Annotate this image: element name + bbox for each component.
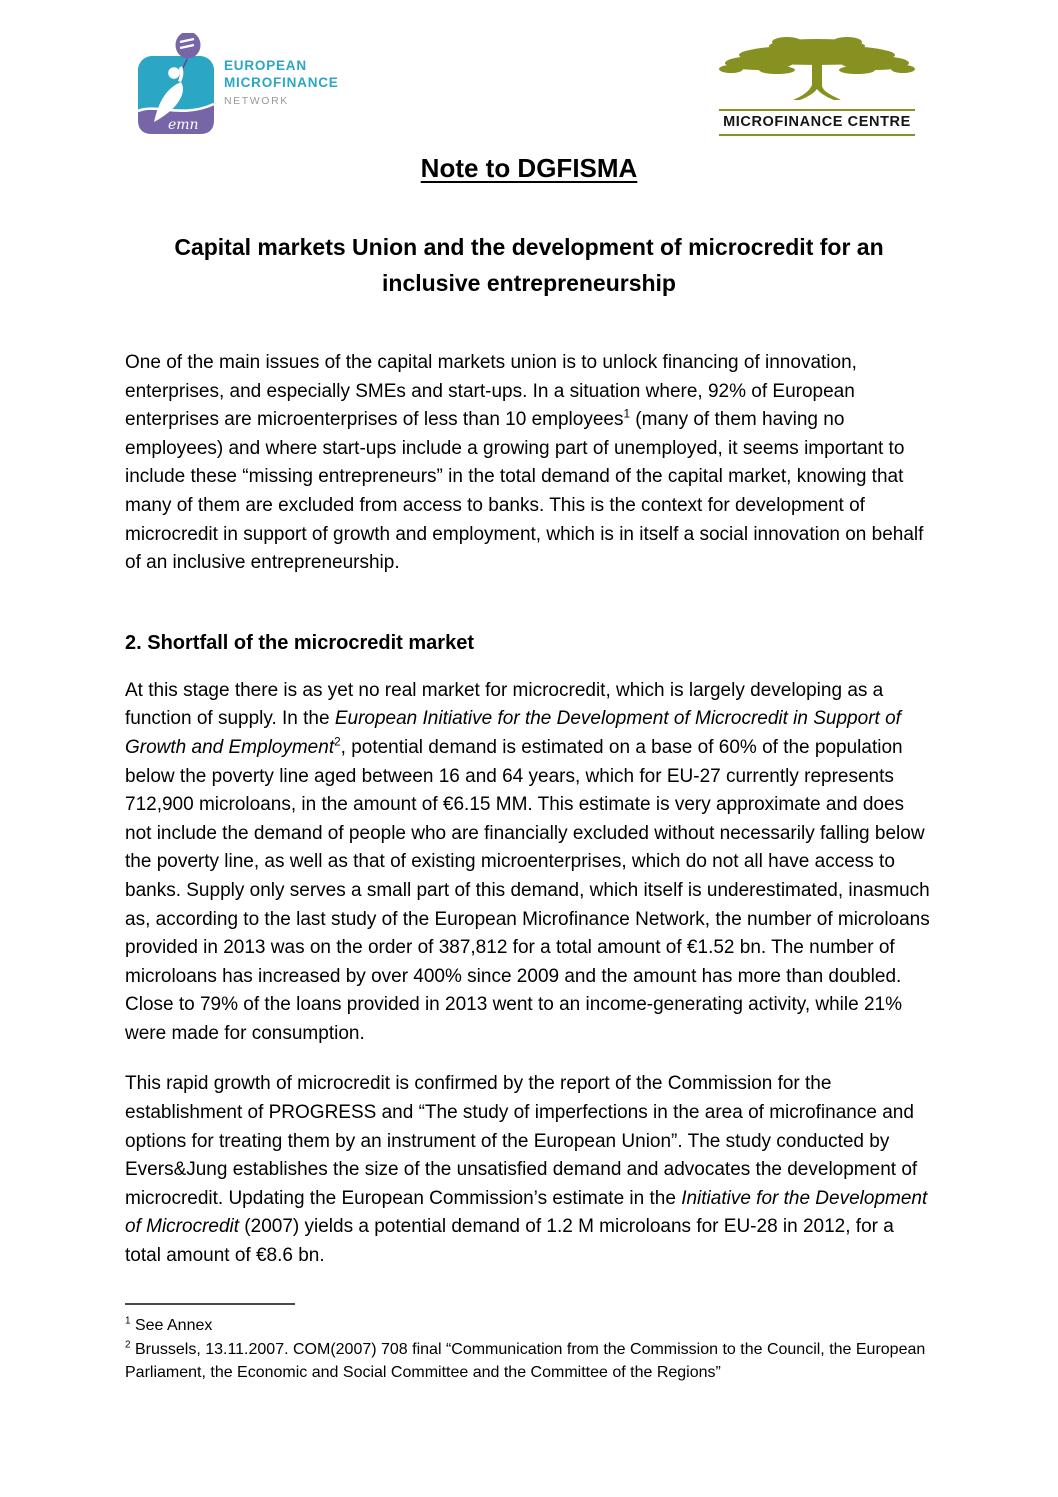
doc-title: Note to DGFISMA <box>420 153 638 183</box>
emn-logo-text <box>224 33 339 108</box>
mfc-logo <box>719 33 915 136</box>
footnotes <box>125 1303 930 1385</box>
emn-text-line3: NETWORK <box>224 95 289 107</box>
emn-logo <box>135 33 339 137</box>
emn-logo-icon <box>135 33 217 137</box>
emn-script-text: emn <box>168 117 199 133</box>
section-heading: 2. Shortfall of the microcredit market <box>125 631 474 654</box>
section-paragraph-1: At this stage there is as yet no real market for microcredit, which is largely developing as a function of supply. In the European Initiative for the Development of Microcredit in Support of Growth and Employment$^2$, potential demand is estimated on a base of 60% of the population below the poverty line aged between 16 and 64 years, which for EU-27 currently represents 712,900 microloans, in the amount of €6.15 MM. This estimate is very approximate and does not include the demand of people who are financially excluded without necessarily falling below the poverty line, as well as that of existing microenterprises, which do not all have access to banks. Supply only serves a small part of this demand, which itself is underestimated, inasmuch as, according to the last study of the European Microfinance Network, the number of microloans provided in 2013 was on the order of 387,812 for a total amount of €1.52 bn. The number of microloans has increased by over 400% since 2009 and the amount has more than doubled. Close to 79% of the loans provided in 2013 went to an income-generating activity, while 21% were made for consumption. <box>125 679 930 1044</box>
document-body <box>125 349 930 1271</box>
emn-text-line1: EUROPEAN <box>224 58 307 73</box>
footnote-separator <box>125 1303 295 1305</box>
mfc-tree-icon <box>719 33 915 103</box>
footnote-1: $^1$ See Annex <box>125 1315 213 1334</box>
emn-text-line2: MICROFINANCE <box>224 75 339 90</box>
mfc-logo-label: MICROFINANCE CENTRE <box>719 109 915 136</box>
intro-paragraph: One of the main issues of the capital markets union is to unlock financing of innovation, enterprises, and especially SMEs and start-ups. In a situation where, 92% of European enterprises are microenterprises of less than 10 employees$^1$ (many of them having no employees) and where start-ups include a growing part of unemployed, it seems important to include these “missing entrepreneurs” in the total demand of the capital market, knowing that many of them are excluded from access to banks. This is the context for development of microcredit in support of growth and employment, which is in itself a social innovation on behalf of an inclusive entrepreneurship. <box>125 352 924 574</box>
doc-subtitle: Capital markets Union and the development of microcredit for an inclusive entrepreneurship <box>174 234 884 296</box>
footnote-2: $^2$ Brussels, 13.11.2007. COM(2007) 708 final “Communication from the Commission to the Council, the European Parliament, the Economic and Social Committee and the Committee of the Regions” <box>125 1339 926 1381</box>
header <box>0 33 1058 137</box>
section-paragraph-2: This rapid growth of microcredit is confirmed by the report of the Commission for the establishment of PROGRESS and “The study of imperfections in the area of microfinance and options for treating them by an instrument of the European Union”. The study conducted by Evers&Jung establishes the size of the unsatisfied demand and advocates the development of microcredit. Updating the European Commission’s estimate in the Initiative for the Development of Microcredit (2007) yields a potential demand of 1.2 M microloans for EU-28 in 2012, for a total amount of €8.6 bn. <box>125 1073 928 1267</box>
